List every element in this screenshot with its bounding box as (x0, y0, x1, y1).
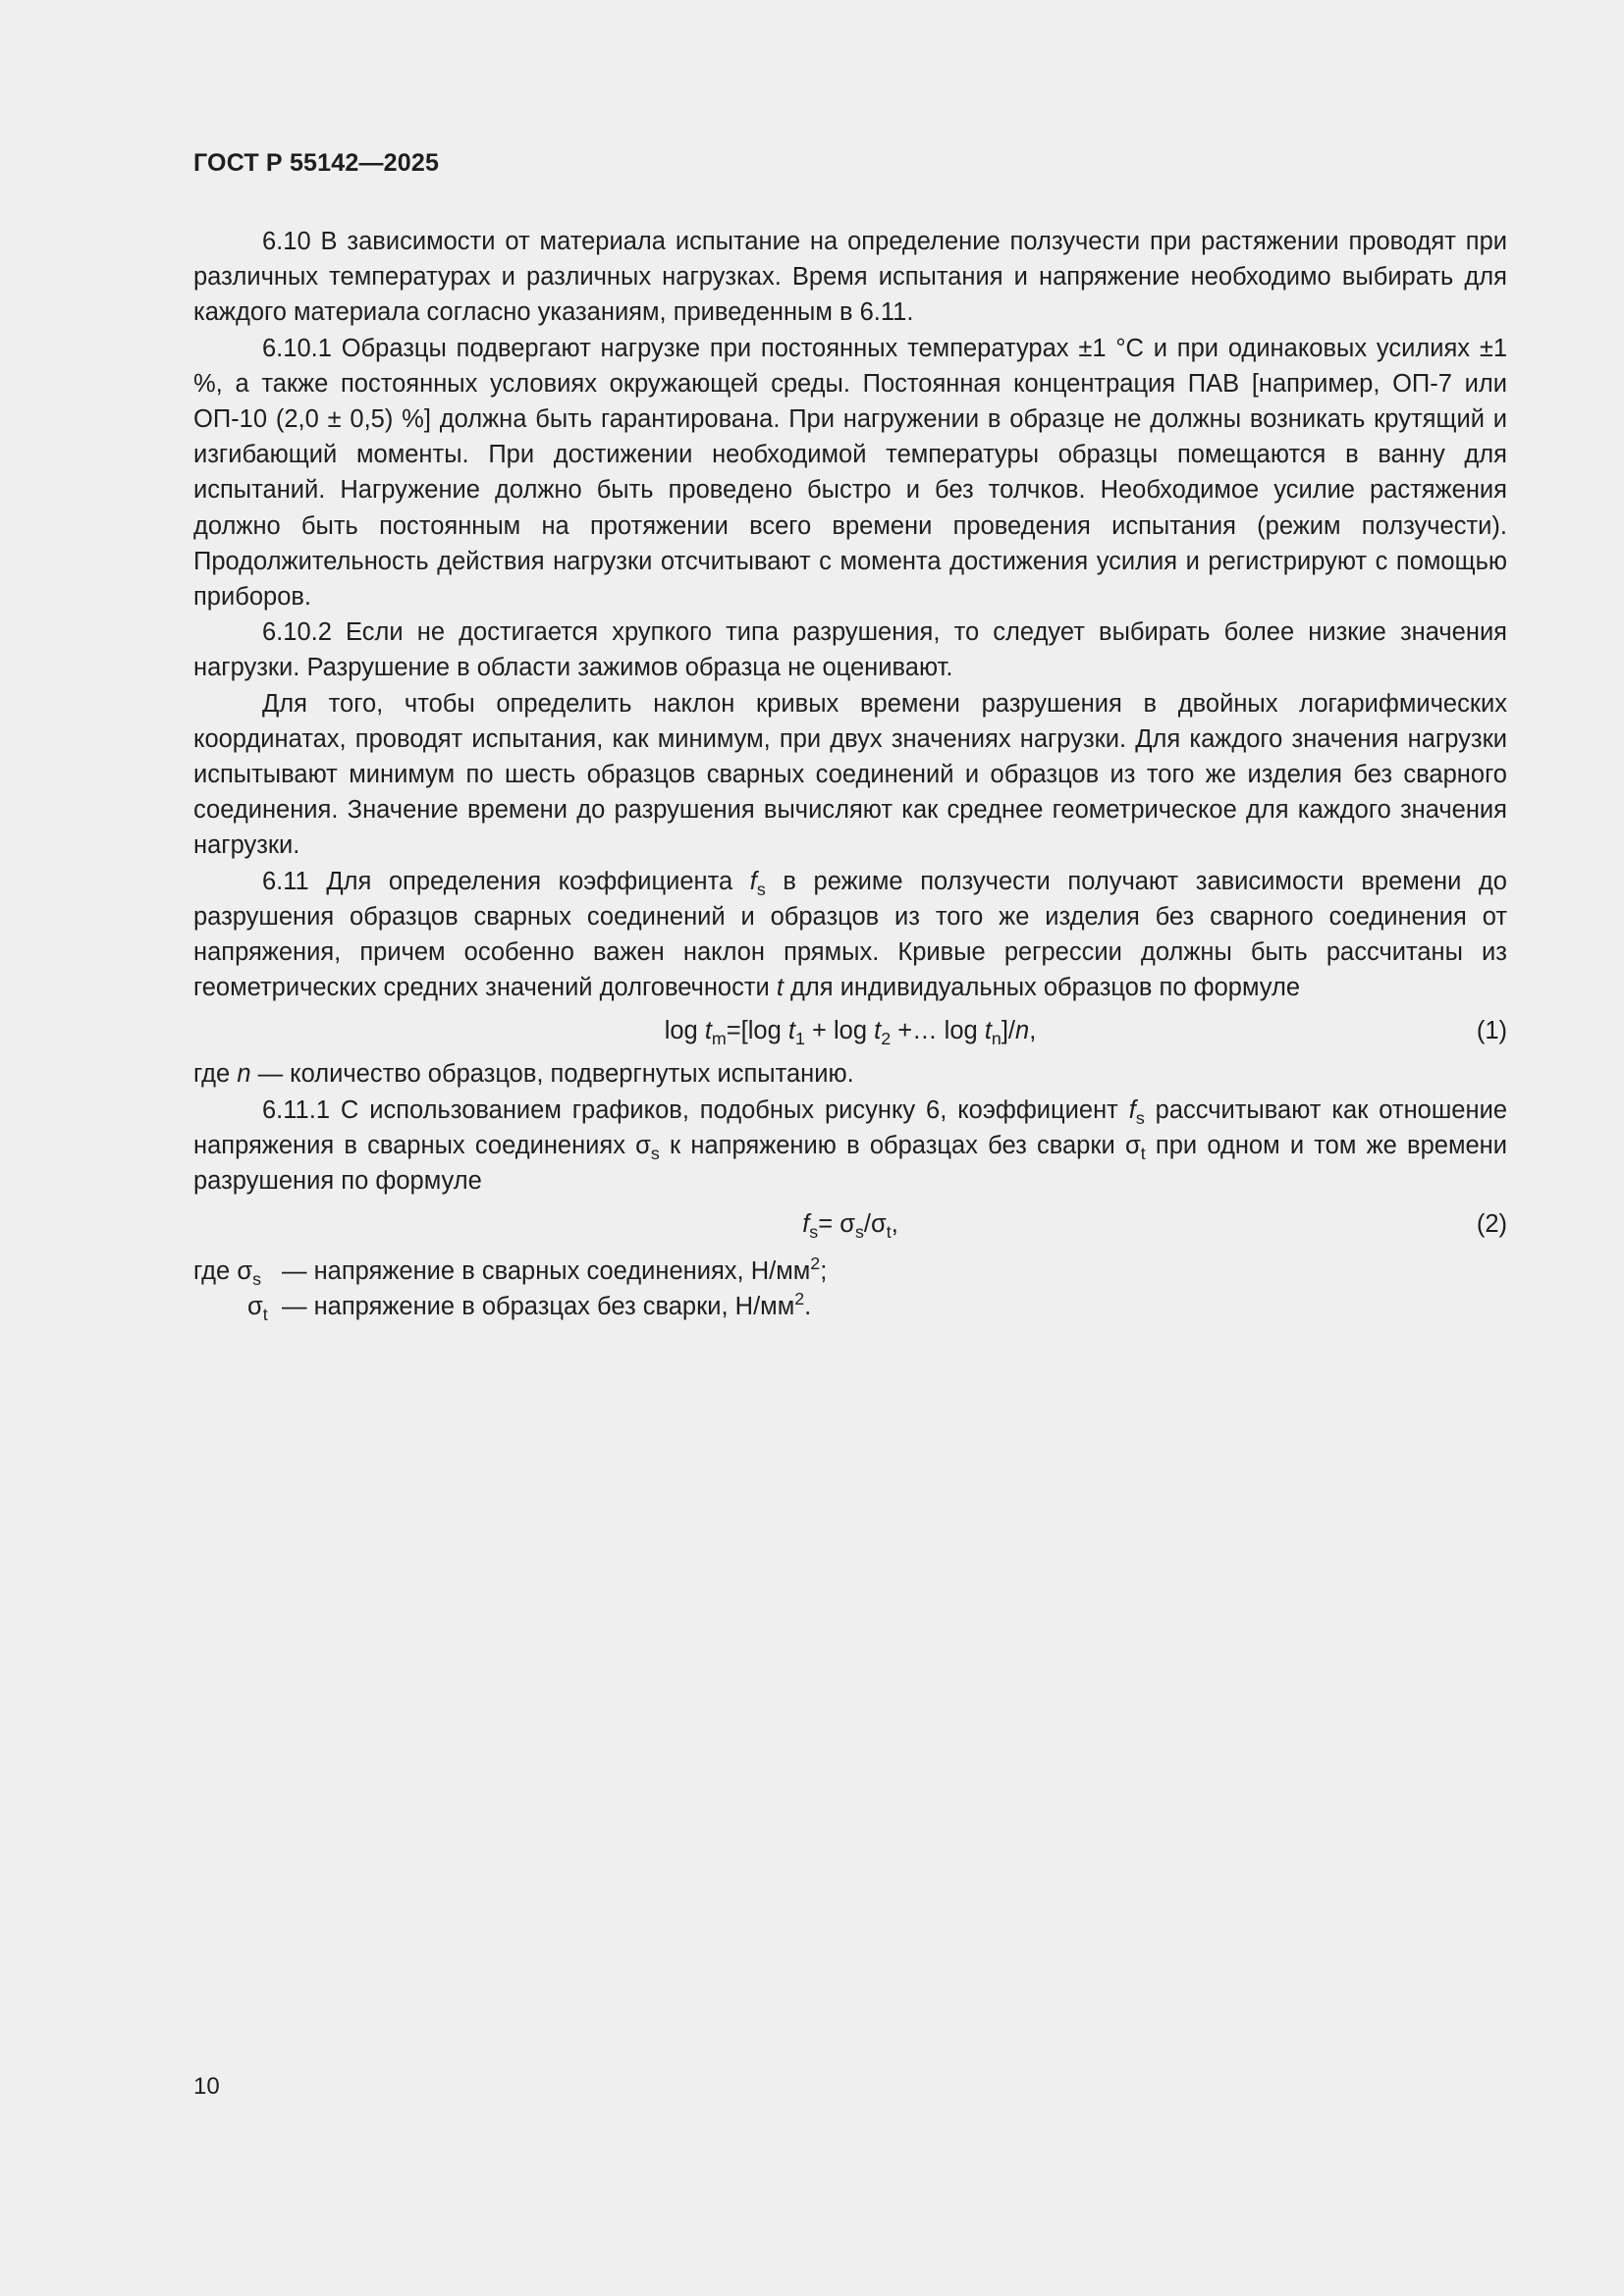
formula-1 (193, 1005, 1507, 1056)
paragraph-6-10-2-cont: Для того, чтобы определить наклон кривых времени разрушения в двойных логарифмических координатах, проводят испытания, как минимум, при двух значениях нагрузки. Для каждого значения нагрузки испытывают минимум по шесть образцов сварных соединений и образцов из того же изделия без сварного соединения. Значение времени до разрушения вычисляют как среднее геометрическое для каждого значения нагрузки. (193, 689, 1507, 860)
paragraph-6-11-1: 6.11.1 С использованием графиков, подобных рисунку 6, коэффициент $f_s$ рассчитывают как отношение напряжения в сварных соединениях $\sigma_s$ к напряжению в образцах без сварки $\sigma_t$ при одном и том же времени разрушения по формуле (193, 1095, 1507, 1196)
symbol-f: f (749, 867, 757, 895)
document-header: ГОСТ Р 55142—2025 (193, 149, 440, 177)
where-n: где n — количество образцов, подвергнутых испытанию. (193, 1060, 854, 1089)
document-body (193, 224, 1507, 1325)
formula-1-expression: $\log t_m=[\log$ $t_1 + \log t_2$ +… $\log t_n]/n$, (664, 1017, 1037, 1049)
paragraph-6-11: 6.11 Для определения коэффициента $f_s$ в режиме ползучести получают зависимости времени до разрушения образцов сварных соединений и образцов из того же изделия без сварного соединения от напряжения, причем особенно важен наклон прямых. Кривые регрессии должны быть рассчитаны из геометрических средних значений долговечности t для индивидуальных образцов по формуле (193, 867, 1507, 1002)
formula-1-number: (1) (1476, 1017, 1507, 1045)
definition-sigma-s: где $\sigma_s$ — напряжение в сварных соединениях, $Н/мм^2$; (193, 1254, 828, 1290)
formula-2-expression: $f_s= \sigma_s/\sigma_t$, (802, 1210, 898, 1243)
paragraph-6-10: 6.10 В зависимости от материала испытание на определение ползучести при растяжении проводят при различных температурах и различных нагрузках. Время испытания и напряжение необходимо выбирать для каждого материала согласно указаниям, приведенным в 6.11. (193, 228, 1507, 327)
formula-2-number: (2) (1476, 1210, 1507, 1239)
definition-sigma-t: $\sigma_t$ — напряжение в образцах без сварки, $Н/мм^2$. (247, 1289, 812, 1325)
where-definitions (193, 1254, 1507, 1324)
formula-2 (193, 1199, 1507, 1250)
page-number: 10 (193, 2073, 220, 2100)
paragraph-6-10-1: 6.10.1 Образцы подвергают нагрузке при постоянных температурах ±1 °С и при одинаковых усилиях ±1 %, а также постоянных условиях окружающей среды. Постоянная концентрация ПАВ [например, ОП-7 или ОП-10 (2,0 ± 0,5) %] должна быть гарантирована. При нагружении в образце не должны возникать крутящий и изгибающий моменты. При достижении необходимой температуры образцы помещаются в ванну для испытаний. Нагружение должно быть проведено быстро и без толчков. Необходимое усилие растяжения должно быть постоянным на протяжении всего времени проведения испытания (режим ползучести). Продолжительность действия нагрузки отсчитывают с момента достижения усилия и регистрируют с помощью приборов. (193, 334, 1507, 612)
symbol-t: t (776, 974, 784, 1002)
paragraph-6-10-2: 6.10.2 Если не достигается хрупкого типа разрушения, то следует выбирать более низкие значения нагрузки. Разрушение в области зажимов образца не оценивают. (193, 618, 1507, 682)
